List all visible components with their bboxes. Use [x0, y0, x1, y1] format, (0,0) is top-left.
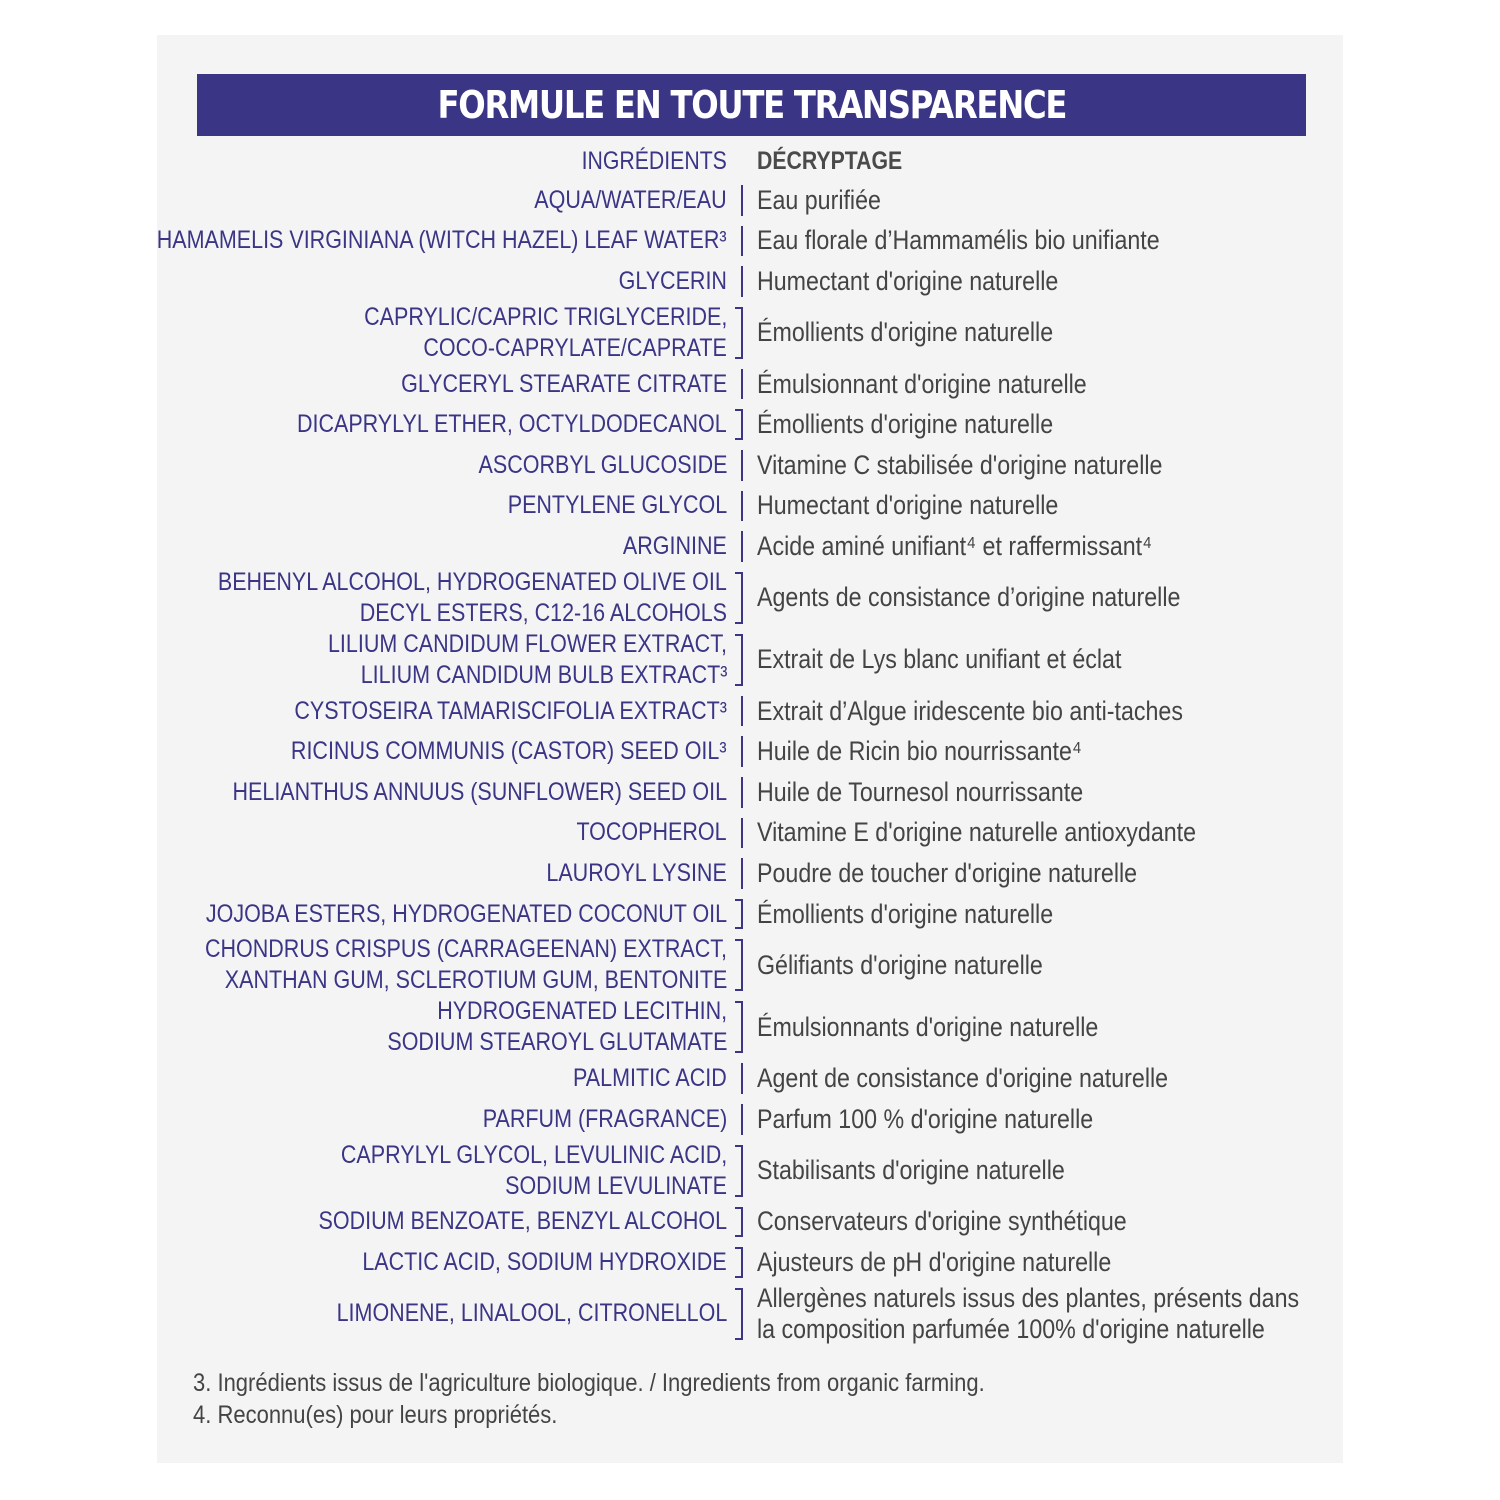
- ingredient-name: DICAPRYLYL ETHER, OCTYLDODECANOL: [297, 410, 727, 439]
- row-divider: [741, 1001, 743, 1053]
- table-row: [0, 691, 1500, 732]
- ingredient-name: CHONDRUS CRISPUS (CARRAGEENAN) EXTRACT, XANTHAN GUM, SCLEROTIUM GUM, BENTONITE: [204, 935, 727, 995]
- table-row: [0, 1140, 1500, 1202]
- row-divider: [741, 1145, 743, 1197]
- table-row: [0, 629, 1500, 691]
- ingredient-decryptage: Stabilisants d'origine naturelle: [757, 1155, 1065, 1186]
- ingredient-decryptage: Émollients d'origine naturelle: [757, 317, 1054, 348]
- ingredient-name: LAUROYL LYSINE: [546, 858, 727, 887]
- row-divider: [741, 939, 743, 991]
- ingredient-decryptage: Émulsionnant d'origine naturelle: [757, 368, 1087, 399]
- ingredient-name: CYSTOSEIRA TAMARISCIFOLIA EXTRACT³: [294, 696, 727, 725]
- row-divider: [741, 899, 743, 930]
- ingredient-name: JOJOBA ESTERS, HYDROGENATED COCONUT OIL: [205, 899, 727, 928]
- ingredient-decryptage: Eau florale d’Hammamélis bio unifiante: [757, 225, 1160, 256]
- footnote-3: 3. Ingrédients issus de l'agriculture biologique. / Ingredients from organic farming.: [193, 1369, 985, 1397]
- row-divider: [741, 1063, 743, 1094]
- ingredient-name: LILIUM CANDIDUM FLOWER EXTRACT, LILIUM CANDIDUM BULB EXTRACT³: [328, 629, 727, 689]
- ingredient-name: PALMITIC ACID: [573, 1064, 727, 1093]
- row-divider: [741, 1207, 743, 1238]
- table-row: [0, 894, 1500, 935]
- row-divider: [741, 634, 743, 686]
- ingredient-decryptage: Agent de consistance d'origine naturelle: [757, 1063, 1169, 1094]
- ingredient-name: PENTYLENE GLYCOL: [507, 491, 727, 520]
- table-row: [0, 567, 1500, 629]
- row-divider: [741, 572, 743, 624]
- row-divider: [741, 185, 743, 216]
- ingredient-decryptage: Émollients d'origine naturelle: [757, 409, 1054, 440]
- row-divider: [741, 1247, 743, 1278]
- ingredient-decryptage: Acide aminé unifiant⁴ et raffermissant⁴: [757, 530, 1153, 561]
- ingredient-decryptage: Vitamine E d'origine naturelle antioxydante: [757, 817, 1197, 848]
- row-divider: [741, 818, 743, 849]
- ingredient-decryptage: Émulsionnants d'origine naturelle: [757, 1011, 1099, 1042]
- ingredient-name: HELIANTHUS ANNUUS (SUNFLOWER) SEED OIL: [232, 777, 727, 806]
- ingredient-name: LIMONENE, LINALOOL, CITRONELLOL: [336, 1299, 727, 1328]
- row-divider: [741, 858, 743, 889]
- row-divider: [741, 450, 743, 481]
- ingredient-name: SODIUM BENZOATE, BENZYL ALCOHOL: [318, 1207, 727, 1236]
- ingredient-decryptage: Allergènes naturels issus des plantes, présents dans la composition parfumée 100% d'origine naturelle: [757, 1282, 1300, 1344]
- ingredient-decryptage: Gélifiants d'origine naturelle: [757, 949, 1043, 980]
- row-divider: [741, 266, 743, 297]
- row-divider: [741, 1288, 743, 1340]
- row-divider: [741, 369, 743, 400]
- row-divider: [741, 736, 743, 767]
- ingredient-name: BEHENYL ALCOHOL, HYDROGENATED OLIVE OIL DECYL ESTERS, C12-16 ALCOHOLS: [218, 567, 727, 627]
- ingredient-name: PARFUM (FRAGRANCE): [482, 1104, 727, 1133]
- column-header-ingredients: INGRÉDIENTS: [581, 147, 727, 175]
- ingredient-decryptage: Eau purifiée: [757, 184, 881, 215]
- row-divider: [741, 1104, 743, 1135]
- ingredient-decryptage: Huile de Tournesol nourrissante: [757, 776, 1084, 807]
- table-row: [0, 1283, 1500, 1345]
- page-title: FORMULE EN TOUTE TRANSPARENCE: [437, 83, 1066, 127]
- table-row: [0, 1202, 1500, 1243]
- table-row: [0, 302, 1500, 364]
- ingredient-name: GLYCERIN: [618, 266, 727, 295]
- ingredient-name: TOCOPHEROL: [576, 818, 727, 847]
- table-row: [0, 445, 1500, 486]
- ingredient-decryptage: Extrait de Lys blanc unifiant et éclat: [757, 644, 1122, 675]
- ingredient-name: LACTIC ACID, SODIUM HYDROXIDE: [362, 1247, 727, 1276]
- table-row: [0, 221, 1500, 262]
- ingredient-decryptage: Humectant d'origine naturelle: [757, 265, 1059, 296]
- row-divider: [741, 696, 743, 727]
- table-row: [0, 486, 1500, 527]
- ingredient-name: CAPRYLIC/CAPRIC TRIGLYCERIDE, COCO-CAPRYLATE/CAPRATE: [363, 302, 727, 362]
- table-row: [0, 1242, 1500, 1283]
- ingredient-decryptage: Extrait d’Algue iridescente bio anti-taches: [757, 695, 1183, 726]
- row-divider: [741, 307, 743, 359]
- ingredient-name: HYDROGENATED LECITHIN, SODIUM STEAROYL GLUTAMATE: [386, 997, 727, 1057]
- ingredient-decryptage: Ajusteurs de pH d'origine naturelle: [757, 1246, 1112, 1277]
- ingredient-decryptage: Émollients d'origine naturelle: [757, 898, 1054, 929]
- row-divider: [741, 777, 743, 808]
- table-row: [0, 261, 1500, 302]
- table-row: [0, 1099, 1500, 1140]
- ingredient-name: GLYCERYL STEARATE CITRATE: [400, 369, 727, 398]
- footnote-4: 4. Reconnu(es) pour leurs propriétés.: [193, 1401, 558, 1429]
- ingredient-decryptage: Poudre de toucher d'origine naturelle: [757, 857, 1138, 888]
- ingredient-decryptage: Huile de Ricin bio nourrissante⁴: [757, 736, 1082, 767]
- ingredient-name: CAPRYLYL GLYCOL, LEVULINIC ACID, SODIUM LEVULINATE: [340, 1140, 727, 1200]
- table-row: [0, 934, 1500, 996]
- column-header-decryptage: DÉCRYPTAGE: [757, 147, 903, 175]
- table-row: [0, 772, 1500, 813]
- ingredient-decryptage: Agents de consistance d’origine naturelle: [757, 582, 1181, 613]
- row-divider: [741, 531, 743, 562]
- ingredient-decryptage: Parfum 100 % d'origine naturelle: [757, 1103, 1094, 1134]
- ingredient-name: RICINUS COMMUNIS (CASTOR) SEED OIL³: [291, 737, 727, 766]
- row-divider: [741, 491, 743, 522]
- ingredient-decryptage: Conservateurs d'origine synthétique: [757, 1206, 1127, 1237]
- table-row: [0, 526, 1500, 567]
- ingredient-decryptage: Humectant d'origine naturelle: [757, 490, 1059, 521]
- table-row: [0, 813, 1500, 854]
- table-row: [0, 731, 1500, 772]
- table-row: [0, 364, 1500, 405]
- table-row: [0, 996, 1500, 1058]
- ingredient-name: AQUA/WATER/EAU: [534, 185, 727, 214]
- ingredient-name: HAMAMELIS VIRGINIANA (WITCH HAZEL) LEAF WATER³: [157, 226, 727, 255]
- row-divider: [741, 226, 743, 257]
- table-row: [0, 404, 1500, 445]
- row-divider: [741, 409, 743, 440]
- table-row: [0, 853, 1500, 894]
- table-row: [0, 1058, 1500, 1099]
- table-row: [0, 180, 1500, 221]
- ingredient-name: ARGININE: [623, 531, 727, 560]
- ingredient-decryptage: Vitamine C stabilisée d'origine naturelle: [757, 449, 1163, 480]
- ingredient-name: ASCORBYL GLUCOSIDE: [478, 450, 727, 479]
